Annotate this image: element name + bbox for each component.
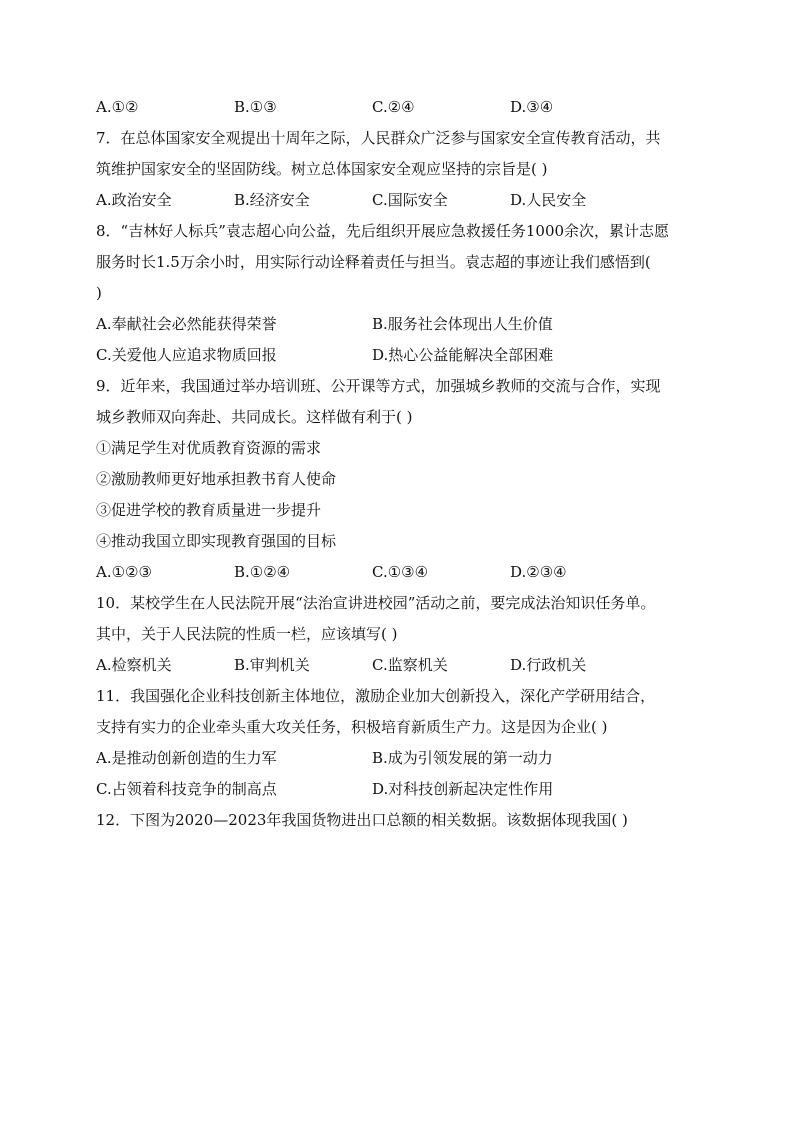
q9-statement-1: ①满足学生对优质教育资源的需求 [96, 439, 322, 457]
q8-stem-line-2: 服务时长1.5万余小时，用实际行动诠释着责任与担当。袁志超的事迹让我们感悟到( [96, 253, 651, 271]
q10-stem-line-2: 其中，关于人民法院的性质一栏，应该填写( ) [96, 625, 398, 643]
q8-option-b: B.服务社会体现出人生价值 [372, 315, 553, 333]
q8-option-a: A.奉献社会必然能获得荣誉 [96, 315, 277, 333]
q8-options-row-2 [96, 340, 706, 371]
q10-option-b: B.审判机关 [234, 656, 310, 674]
q6-option-d: D.③④ [510, 98, 554, 116]
q12-stem-line-1: 12．下图为2020—2023年我国货物进出口总额的相关数据。该数据体现我国( ) [96, 811, 628, 829]
q6-option-a: A.①② [96, 98, 139, 116]
q7-option-d: D.人民安全 [510, 191, 587, 209]
q9-option-b: B.①②④ [234, 563, 291, 581]
q8-stem-line-3: ) [96, 284, 102, 302]
q10-stem-line-1: 10．某校学生在人民法院开展“法治宣讲进校园”活动之前，要完成法治知识任务单。 [96, 594, 656, 612]
q11-option-c: C.占领着科技竞争的制高点 [96, 780, 277, 798]
q7-option-a: A.政治安全 [96, 191, 172, 209]
q8-option-d: D.热心公益能解决全部困难 [372, 346, 554, 364]
q7-stem-line-1: 7．在总体国家安全观提出十周年之际，人民群众广泛参与国家安全宣传教育活动，共 [96, 129, 661, 147]
q7-options [96, 185, 706, 216]
q11-options-row-2 [96, 774, 706, 805]
q10-options [96, 650, 706, 681]
q10-option-d: D.行政机关 [510, 656, 587, 674]
q8-stem-line-1: 8．“吉林好人标兵”袁志超心向公益，先后组织开展应急救援任务1000余次，累计志愿 [96, 222, 670, 240]
q9-stem-line-2: 城乡教师双向奔赴、共同成长。这样做有利于( ) [96, 408, 413, 426]
q11-stem-line-2: 支持有实力的企业牵头重大攻关任务，积极培育新质生产力。这是因为企业( ) [96, 718, 608, 736]
q11-options-row-1 [96, 743, 706, 774]
q11-stem-line-1: 11．我国强化企业科技创新主体地位，激励企业加大创新投入，深化产学研用结合， [96, 687, 656, 705]
q9-option-d: D.②③④ [510, 563, 567, 581]
q8-options-row-1 [96, 309, 706, 340]
q7-option-b: B.经济安全 [234, 191, 310, 209]
q10-option-c: C.监察机关 [372, 656, 448, 674]
q9-option-c: C.①③④ [372, 563, 429, 581]
q9-options [96, 557, 706, 588]
q11-option-d: D.对科技创新起决定性作用 [372, 780, 554, 798]
q7-stem-line-2: 筑维护国家安全的坚固防线。树立总体国家安全观应坚持的宗旨是( ) [96, 160, 548, 178]
q6-option-c: C.②④ [372, 98, 415, 116]
q8-option-c: C.关爱他人应追求物质回报 [96, 346, 277, 364]
q9-statement-2: ②激励教师更好地承担教书育人使命 [96, 470, 337, 488]
q11-option-a: A.是推动创新创造的生力军 [96, 749, 277, 767]
q10-option-a: A.检察机关 [96, 656, 172, 674]
q9-statement-3: ③促进学校的教育质量进一步提升 [96, 501, 322, 519]
q6-option-b: B.①③ [234, 98, 277, 116]
exam-page [96, 92, 706, 836]
q9-stem-line-1: 9．近年来，我国通过举办培训班、公开课等方式，加强城乡教师的交流与合作，实现 [96, 377, 661, 395]
q7-option-c: C.国际安全 [372, 191, 448, 209]
q6-options [96, 92, 706, 123]
q9-option-a: A.①②③ [96, 563, 152, 581]
q11-option-b: B.成为引领发展的第一动力 [372, 749, 553, 767]
q9-statement-4: ④推动我国立即实现教育强国的目标 [96, 532, 337, 550]
